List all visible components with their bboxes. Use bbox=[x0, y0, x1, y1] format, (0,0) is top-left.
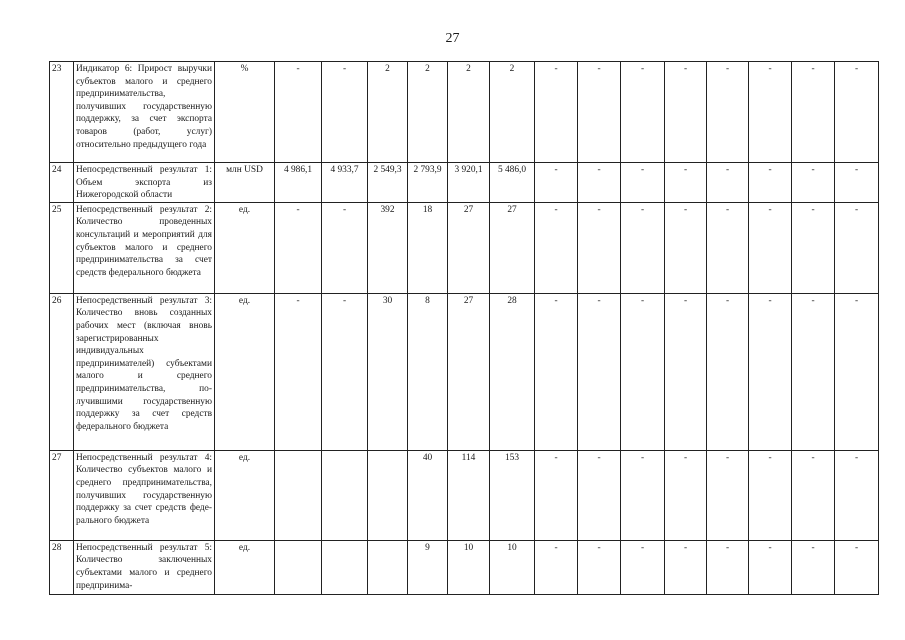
value-cell: - bbox=[749, 62, 792, 163]
value-cell: - bbox=[275, 202, 322, 293]
value-cell: 392 bbox=[368, 202, 408, 293]
value-cell: - bbox=[275, 293, 322, 450]
row-number-cell: 26 bbox=[50, 293, 74, 450]
value-cell: 5 486,0 bbox=[490, 163, 535, 203]
value-cell: - bbox=[578, 450, 621, 540]
indicator-name-cell: Непосредственный результат 2: Количество проведенных консультаций и мероприятий для субъектов малого и среднего предпринимательства за счет средств федерального бюджета bbox=[74, 202, 215, 293]
value-cell: - bbox=[535, 163, 578, 203]
value-cell: 27 bbox=[448, 202, 490, 293]
value-cell: - bbox=[835, 450, 879, 540]
unit-cell: ед. bbox=[215, 293, 275, 450]
value-cell: - bbox=[535, 450, 578, 540]
table-row bbox=[50, 540, 879, 594]
value-cell: - bbox=[835, 293, 879, 450]
value-cell: - bbox=[707, 202, 749, 293]
unit-cell: ед. bbox=[215, 450, 275, 540]
value-cell bbox=[322, 450, 368, 540]
value-cell: - bbox=[835, 62, 879, 163]
value-cell: - bbox=[535, 540, 578, 594]
value-cell: - bbox=[749, 293, 792, 450]
value-cell: - bbox=[749, 450, 792, 540]
value-cell: 4 986,1 bbox=[275, 163, 322, 203]
value-cell: - bbox=[621, 540, 665, 594]
value-cell: - bbox=[621, 450, 665, 540]
value-cell: - bbox=[835, 202, 879, 293]
value-cell: - bbox=[665, 163, 707, 203]
page-number: 27 bbox=[445, 31, 460, 46]
value-cell: - bbox=[578, 293, 621, 450]
table-row bbox=[50, 293, 879, 450]
value-cell: - bbox=[535, 62, 578, 163]
value-cell: - bbox=[578, 62, 621, 163]
value-cell: 10 bbox=[490, 540, 535, 594]
value-cell: - bbox=[621, 202, 665, 293]
value-cell bbox=[368, 540, 408, 594]
value-cell: 30 bbox=[368, 293, 408, 450]
value-cell: - bbox=[322, 62, 368, 163]
value-cell bbox=[322, 540, 368, 594]
value-cell: - bbox=[749, 163, 792, 203]
value-cell: 2 549,3 bbox=[368, 163, 408, 203]
value-cell: - bbox=[792, 62, 835, 163]
value-cell: 153 bbox=[490, 450, 535, 540]
value-cell: - bbox=[835, 540, 879, 594]
unit-cell: ед. bbox=[215, 202, 275, 293]
value-cell: - bbox=[535, 293, 578, 450]
value-cell: 3 920,1 bbox=[448, 163, 490, 203]
value-cell: - bbox=[749, 540, 792, 594]
table-row bbox=[50, 202, 879, 293]
row-number-cell: 23 bbox=[50, 62, 74, 163]
value-cell: 27 bbox=[490, 202, 535, 293]
value-cell: 40 bbox=[408, 450, 448, 540]
value-cell: - bbox=[792, 202, 835, 293]
value-cell: 18 bbox=[408, 202, 448, 293]
value-cell: 2 bbox=[368, 62, 408, 163]
value-cell: 10 bbox=[448, 540, 490, 594]
value-cell: - bbox=[578, 540, 621, 594]
value-cell: - bbox=[707, 450, 749, 540]
indicator-name-cell: Непосредственный результат 5: Количество заключенных субъектами малого и среднего предпринима- bbox=[74, 540, 215, 594]
value-cell: - bbox=[535, 202, 578, 293]
value-cell: 27 bbox=[448, 293, 490, 450]
value-cell: - bbox=[665, 540, 707, 594]
value-cell: - bbox=[707, 293, 749, 450]
value-cell: 2 793,9 bbox=[408, 163, 448, 203]
table-row bbox=[50, 163, 879, 203]
value-cell: - bbox=[578, 202, 621, 293]
value-cell: - bbox=[792, 163, 835, 203]
value-cell bbox=[368, 450, 408, 540]
row-number-cell: 25 bbox=[50, 202, 74, 293]
value-cell: - bbox=[275, 62, 322, 163]
value-cell bbox=[275, 450, 322, 540]
value-cell: 2 bbox=[490, 62, 535, 163]
value-cell: 8 bbox=[408, 293, 448, 450]
value-cell: - bbox=[322, 293, 368, 450]
value-cell: - bbox=[621, 62, 665, 163]
value-cell: - bbox=[665, 450, 707, 540]
value-cell bbox=[275, 540, 322, 594]
row-number-cell: 28 bbox=[50, 540, 74, 594]
unit-cell: млн USD bbox=[215, 163, 275, 203]
value-cell: 28 bbox=[490, 293, 535, 450]
value-cell: - bbox=[835, 163, 879, 203]
value-cell: - bbox=[665, 62, 707, 163]
row-number-cell: 27 bbox=[50, 450, 74, 540]
value-cell: - bbox=[665, 202, 707, 293]
indicator-name-cell: Непосредственный результат 3: Количество вновь созданных рабочих мест (включая вновь зарегистрированных индивидуальных предпринимателей) субъектами малого и среднего предпринимательства, получившими государственную поддержку за счет средств федерального бюджета bbox=[74, 293, 215, 450]
value-cell: - bbox=[578, 163, 621, 203]
value-cell: - bbox=[707, 540, 749, 594]
indicators-table bbox=[49, 61, 879, 595]
table-row bbox=[50, 62, 879, 163]
value-cell: 2 bbox=[408, 62, 448, 163]
value-cell: - bbox=[749, 202, 792, 293]
table-row bbox=[50, 450, 879, 540]
value-cell: - bbox=[792, 293, 835, 450]
value-cell: - bbox=[707, 62, 749, 163]
indicator-name-cell: Непосредственный результат 4: Количество субъектов малого и среднего предпринимательства, получивших государственную поддержку за счет средств федерального бюджета bbox=[74, 450, 215, 540]
value-cell: - bbox=[665, 293, 707, 450]
value-cell: - bbox=[322, 202, 368, 293]
value-cell: - bbox=[707, 163, 749, 203]
value-cell: 2 bbox=[448, 62, 490, 163]
table-body bbox=[50, 62, 879, 595]
value-cell: 4 933,7 bbox=[322, 163, 368, 203]
value-cell: - bbox=[621, 163, 665, 203]
unit-cell: ед. bbox=[215, 540, 275, 594]
value-cell: 114 bbox=[448, 450, 490, 540]
value-cell: 9 bbox=[408, 540, 448, 594]
value-cell: - bbox=[792, 450, 835, 540]
value-cell: - bbox=[621, 293, 665, 450]
indicator-name-cell: Индикатор 6: Прирост выручки субъектов малого и среднего предпринимательства, получивших государственную поддержку, за счет экспорта товаров (работ, услуг) относительно предыдущего года bbox=[74, 62, 215, 163]
unit-cell: % bbox=[215, 62, 275, 163]
indicator-name-cell: Непосредственный результат 1: Объем экспорта из Нижегородской области bbox=[74, 163, 215, 203]
value-cell: - bbox=[792, 540, 835, 594]
row-number-cell: 24 bbox=[50, 163, 74, 203]
